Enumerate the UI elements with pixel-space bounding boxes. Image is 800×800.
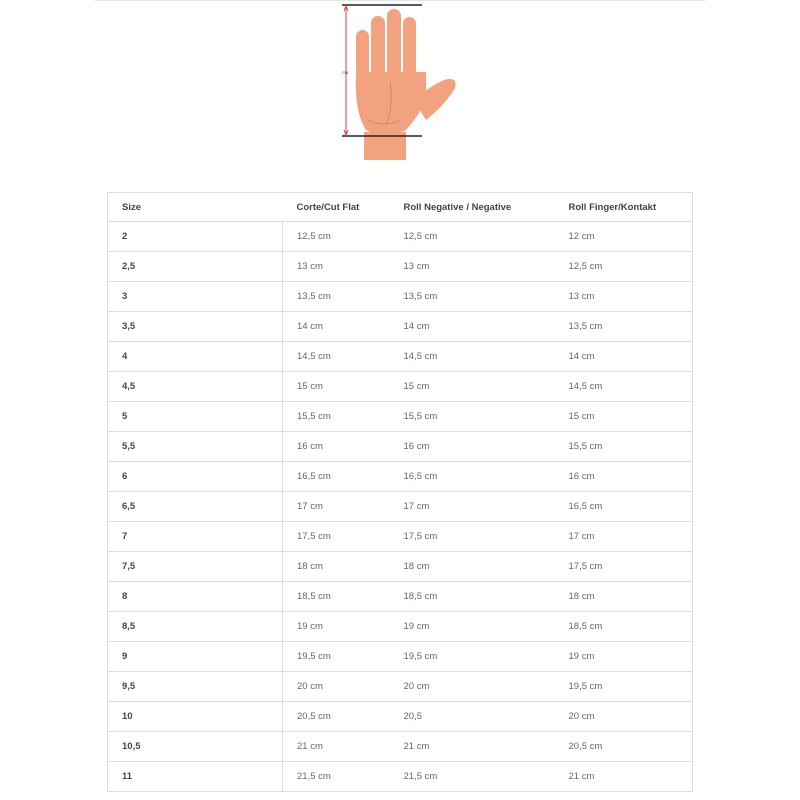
- cell-cut-flat: 19,5 cm: [283, 642, 390, 672]
- table-row: [108, 642, 693, 672]
- cell-size: 4: [108, 342, 283, 372]
- cell-roll-negative: 14,5 cm: [390, 342, 555, 372]
- hand-measure-diagram: [334, 2, 464, 162]
- cell-cut-flat: 16,5 cm: [283, 462, 390, 492]
- cell-size: 11: [108, 762, 283, 792]
- header-row: [108, 193, 693, 222]
- header-roll-finger: Roll Finger/Kontakt: [555, 193, 693, 222]
- cell-size: 3,5: [108, 312, 283, 342]
- cell-size: 10: [108, 702, 283, 732]
- cell-cut-flat: 19 cm: [283, 612, 390, 642]
- table-row: [108, 372, 693, 402]
- cell-cut-flat: 20,5 cm: [283, 702, 390, 732]
- table-row: [108, 402, 693, 432]
- table-row: [108, 492, 693, 522]
- cell-roll-finger: 16 cm: [555, 462, 693, 492]
- cell-roll-negative: 21,5 cm: [390, 762, 555, 792]
- cell-size: 7,5: [108, 552, 283, 582]
- cell-roll-finger: 14 cm: [555, 342, 693, 372]
- table-row: [108, 672, 693, 702]
- cell-size: 3: [108, 282, 283, 312]
- cell-cut-flat: 12,5 cm: [283, 222, 390, 252]
- table-row: [108, 282, 693, 312]
- table-row: [108, 612, 693, 642]
- cell-size: 7: [108, 522, 283, 552]
- cell-roll-finger: 18 cm: [555, 582, 693, 612]
- cell-roll-finger: 18,5 cm: [555, 612, 693, 642]
- table-row: [108, 312, 693, 342]
- cell-roll-negative: 20 cm: [390, 672, 555, 702]
- cell-roll-finger: 13 cm: [555, 282, 693, 312]
- cell-roll-negative: 15 cm: [390, 372, 555, 402]
- cell-roll-finger: 19,5 cm: [555, 672, 693, 702]
- cell-size: 6: [108, 462, 283, 492]
- cell-roll-finger: 16,5 cm: [555, 492, 693, 522]
- cell-size: 2,5: [108, 252, 283, 282]
- cell-roll-finger: 15,5 cm: [555, 432, 693, 462]
- cell-roll-negative: 20,5: [390, 702, 555, 732]
- cell-cut-flat: 15 cm: [283, 372, 390, 402]
- cell-size: 2: [108, 222, 283, 252]
- size-chart-table: [107, 192, 693, 792]
- cell-cut-flat: 18 cm: [283, 552, 390, 582]
- cell-cut-flat: 15,5 cm: [283, 402, 390, 432]
- cell-size: 8,5: [108, 612, 283, 642]
- cell-roll-negative: 12,5 cm: [390, 222, 555, 252]
- cell-cut-flat: 14,5 cm: [283, 342, 390, 372]
- cell-roll-negative: 16,5 cm: [390, 462, 555, 492]
- cell-roll-finger: 21 cm: [555, 762, 693, 792]
- table-row: [108, 222, 693, 252]
- cell-roll-finger: 20,5 cm: [555, 732, 693, 762]
- cell-size: 9: [108, 642, 283, 672]
- cell-roll-negative: 19 cm: [390, 612, 555, 642]
- cell-cut-flat: 17 cm: [283, 492, 390, 522]
- cell-roll-negative: 17 cm: [390, 492, 555, 522]
- cell-roll-finger: 17 cm: [555, 522, 693, 552]
- cell-size: 5: [108, 402, 283, 432]
- header-cut-flat: Corte/Cut Flat: [283, 193, 390, 222]
- table-row: [108, 762, 693, 792]
- cell-cut-flat: 18,5 cm: [283, 582, 390, 612]
- cell-roll-finger: 15 cm: [555, 402, 693, 432]
- cell-roll-negative: 17,5 cm: [390, 522, 555, 552]
- table-row: [108, 462, 693, 492]
- cell-cut-flat: 13 cm: [283, 252, 390, 282]
- cell-roll-negative: 14 cm: [390, 312, 555, 342]
- cell-roll-finger: 19 cm: [555, 642, 693, 672]
- cell-roll-negative: 13,5 cm: [390, 282, 555, 312]
- cell-roll-negative: 21 cm: [390, 732, 555, 762]
- hand-illustration: [356, 9, 456, 160]
- table-row: [108, 432, 693, 462]
- cell-cut-flat: 20 cm: [283, 672, 390, 702]
- cell-roll-finger: 14,5 cm: [555, 372, 693, 402]
- measure-label: CM: [342, 70, 349, 75]
- cell-size: 8: [108, 582, 283, 612]
- header-roll-negative: Roll Negative / Negative: [390, 193, 555, 222]
- cell-cut-flat: 21 cm: [283, 732, 390, 762]
- cell-roll-negative: 15,5 cm: [390, 402, 555, 432]
- cell-roll-finger: 13,5 cm: [555, 312, 693, 342]
- cell-size: 6,5: [108, 492, 283, 522]
- cell-size: 5,5: [108, 432, 283, 462]
- cell-roll-negative: 18,5 cm: [390, 582, 555, 612]
- cell-cut-flat: 16 cm: [283, 432, 390, 462]
- cell-size: 9,5: [108, 672, 283, 702]
- top-divider: [95, 0, 705, 1]
- cell-roll-negative: 19,5 cm: [390, 642, 555, 672]
- cell-cut-flat: 14 cm: [283, 312, 390, 342]
- cell-size: 10,5: [108, 732, 283, 762]
- cell-roll-negative: 18 cm: [390, 552, 555, 582]
- cell-roll-negative: 13 cm: [390, 252, 555, 282]
- cell-roll-finger: 12 cm: [555, 222, 693, 252]
- cell-roll-finger: 17,5 cm: [555, 552, 693, 582]
- cell-size: 4,5: [108, 372, 283, 402]
- table-row: [108, 342, 693, 372]
- table-row: [108, 702, 693, 732]
- cell-cut-flat: 17,5 cm: [283, 522, 390, 552]
- header-size: Size: [108, 193, 283, 222]
- table-row: [108, 552, 693, 582]
- cell-roll-finger: 20 cm: [555, 702, 693, 732]
- cell-cut-flat: 21,5 cm: [283, 762, 390, 792]
- cell-cut-flat: 13,5 cm: [283, 282, 390, 312]
- table-row: [108, 582, 693, 612]
- table-row: [108, 732, 693, 762]
- size-rows: [108, 222, 693, 792]
- table-row: [108, 522, 693, 552]
- cell-roll-negative: 16 cm: [390, 432, 555, 462]
- cell-roll-finger: 12,5 cm: [555, 252, 693, 282]
- table-row: [108, 252, 693, 282]
